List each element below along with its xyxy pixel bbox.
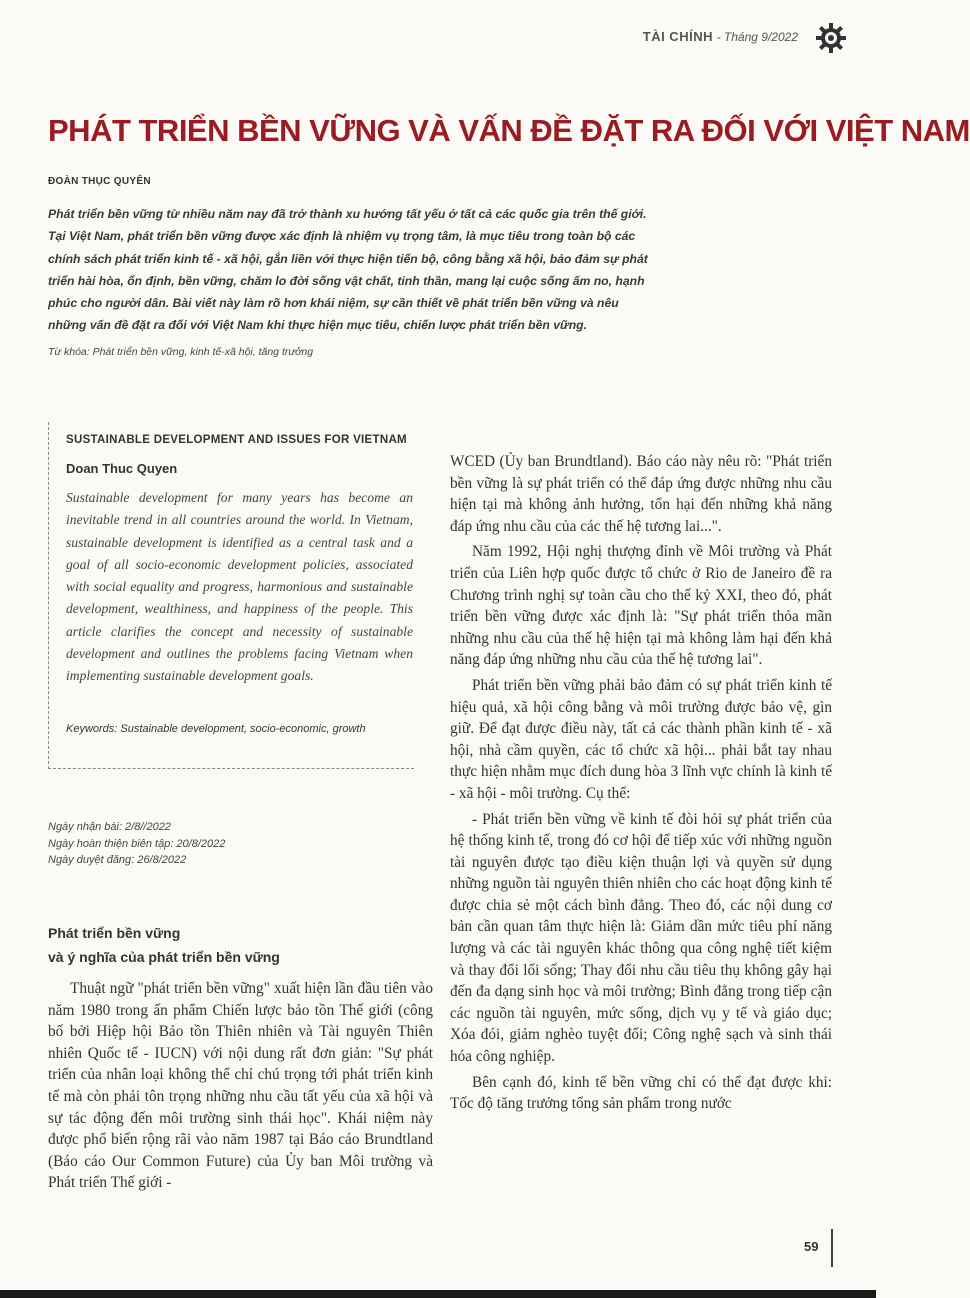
magazine-name: TÀI CHÍNH xyxy=(642,29,713,44)
paragraph: Thuật ngữ "phát triển bền vững" xuất hiện lần đầu tiên vào năm 1980 trong ấn phẩm Chiến lược bảo tồn Thế giới (công bố bởi Hiệp hội Bảo tồn Thiên nhiên và Tài nguyên Thiên nhiên Quốc tế - IUCN) với nội dung rất đơn giản: "Sự phát triển của nhân loại không thể chỉ chú trọng tới phát triển kinh tế mà còn phải tôn trọng những nhu cầu tất yếu của xã hội và sự tác động đến môi trường sinh thái học". Khái niệm này được phổ biến rộng rãi vào năm 1987 tại Báo cáo Brundtland (Báo cáo Our Common Future) của Ủy ban Môi trường và Phát triển Thế giới - xyxy=(48,980,433,1192)
running-header xyxy=(0,22,876,52)
scan-edge xyxy=(0,1290,876,1298)
page-number: 59 xyxy=(804,1239,819,1254)
page-number-bar xyxy=(831,1229,833,1267)
body-column-left xyxy=(48,978,433,1194)
header-text xyxy=(643,29,798,44)
english-keywords: Keywords: Sustainable development, socio-economic, growth xyxy=(66,723,366,735)
section-heading xyxy=(48,922,408,969)
keywords-vietnamese: Từ khóa: Phát triển bền vững, kinh tế-xã hội, tăng trưởng xyxy=(48,346,314,358)
article-abstract: Phát triển bền vững từ nhiều năm nay đã trở thành xu hướng tất yếu ở tất cả các quốc gia trên thế giới. Tại Việt Nam, phát triển bền vững được xác định là nhiệm vụ trọng tâm, là mục tiêu trong toàn bộ các chính sách phát triển kinh tế - xã hội, gắn liền với thực hiện tiến bộ, công bằng xã hội, bảo đảm sự phát triển hài hòa, ổn định, bền vững, chăm lo đời sống vật chất, tinh thần, mang lại cuộc sống ấm no, hạnh phúc cho người dân. Bài viết này làm rõ hơn khái niệm, sự cần thiết về phát triển bền vững và nêu những vấn đề đặt ra đối với Việt Nam khi thực hiện mục tiêu, chiến lược phát triển bền vững. xyxy=(48,207,648,333)
paragraph: WCED (Ủy ban Brundtland). Báo cáo này nêu rõ: "Phát triển bền vững là sự phát triển có thể đáp ứng được những nhu cầu hiện tại mà không ảnh hưởng, tổn hại đến những khả năng đáp ứng nhu cầu của các thế hệ tương lai...". xyxy=(450,453,832,535)
gear-emblem-icon xyxy=(815,22,847,54)
paragraph: Năm 1992, Hội nghị thượng đỉnh về Môi trường và Phát triển của Liên hợp quốc được tổ chức ở Rio de Janeiro đề ra Chương trình nghị sự toàn cầu cho thế kỷ XXI, theo đó, phát triển bền vững được xác định là: "Sự phát triển thỏa mãn những nhu cầu của thế hệ hiện tại mà không làm hại đến khả năng đáp ứng những nhu cầu của thế hệ tương lai". xyxy=(450,543,832,669)
date-received: Ngày nhận bài: 2/8//2022 xyxy=(48,821,171,833)
paragraph: Phát triển bền vững phải bảo đảm có sự phát triển kinh tế hiệu quả, xã hội công bằng và môi trường được bảo vệ, gìn giữ. Để đạt được điều này, tất cả các thành phần kinh tế - xã hội, nhà cầm quyền, các tổ chức xã hội... phải bắt tay nhau thực hiện nhằm mục đích dung hòa 3 lĩnh vực chính là kinh tế - xã hội - môi trường. Cụ thể: xyxy=(450,676,832,802)
english-abstract: Sustainable development for many years has become an inevitable trend in all countries around the world. In Vietnam, sustainable development is identified as a central task and a goal of all socio-economic development policies, associated with social equality and progress, harmonious and sustainable development, wealthiness, and happiness of the people. This article clarifies the concept and necessity of sustainable development and outlines the problems facing Vietnam when implementing sustainable development goals. xyxy=(66,490,413,684)
english-author: Doan Thuc Quyen xyxy=(66,461,178,476)
submission-dates xyxy=(48,819,225,869)
english-title: SUSTAINABLE DEVELOPMENT AND ISSUES FOR VIETNAM xyxy=(66,434,407,446)
date-approved: Ngày duyệt đăng: 26/8/2022 xyxy=(48,854,187,866)
issue-date: - Tháng 9/2022 xyxy=(716,30,798,44)
paragraph: Bên cạnh đó, kinh tế bền vững chỉ có thể đạt được khi: Tốc độ tăng trưởng tổng sản phẩm trong nước xyxy=(450,1073,832,1113)
article-title: PHÁT TRIỂN BỀN VỮNG VÀ VẤN ĐỀ ĐẶT RA ĐỐI VỚI VIỆT NAM xyxy=(48,113,970,148)
section-heading-line2: và ý nghĩa của phát triển bền vững xyxy=(48,948,280,965)
body-column-right xyxy=(450,451,832,1115)
article-author: ĐOÀN THỤC QUYÊN xyxy=(48,176,151,187)
date-revised: Ngày hoàn thiện biên tập: 20/8/2022 xyxy=(48,837,226,850)
section-heading-line1: Phát triển bền vững xyxy=(48,925,181,941)
paragraph: - Phát triển bền vững về kinh tế đòi hỏi sự phát triển của hệ thống kinh tế, trong đó cơ hội để tiếp xúc với những nguồn tài nguyên được tạo điều kiện thuận lợi và quyền sử dụng những nguồn tài nguyên thiên nhiên cho các hoạt động kinh tế được chia sẻ một cách bình đẳng. Theo đó, các nội dung cơ bản cần quan tâm thực hiện là: Giảm dần mức tiêu phí năng lượng và các tài nguyên khác thông qua công nghệ tiết kiệm và thay đổi lối sống; Thay đổi nhu cầu tiêu thụ không gây hại đến đa dạng sinh học và môi trường; Bình đẳng trong tiếp cận các nguồn tài nguyên, mức sống, dịch vụ y tế và giáo dục; Xóa đói, giảm nghèo tuyệt đối; Công nghệ sạch và sinh thái hóa công nghiệp. xyxy=(450,810,832,1066)
